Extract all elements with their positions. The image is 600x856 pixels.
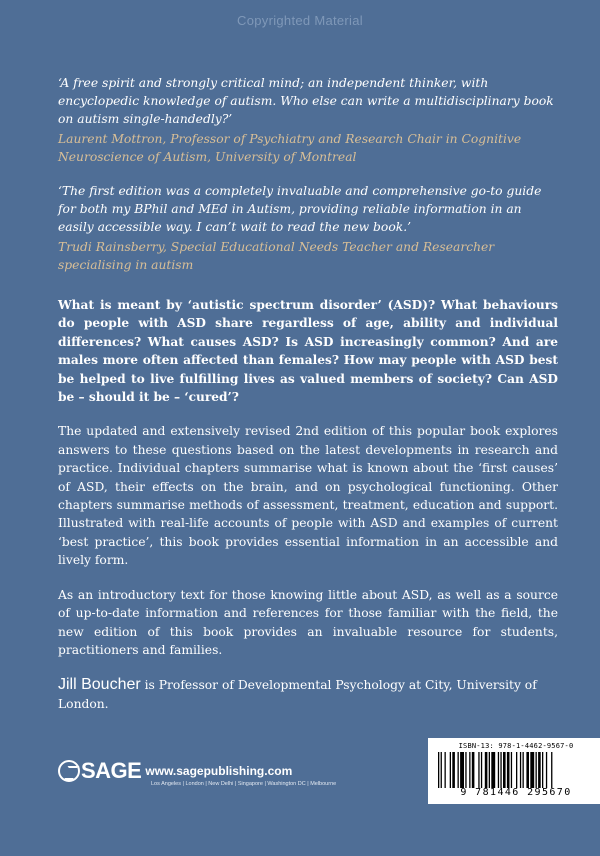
endorsement-attribution: Laurent Mottron, Professor of Psychiatry and Research Chair in Cognitive Neuroscience of Autism, University of Montreal (58, 132, 522, 164)
barcode-icon (436, 752, 596, 788)
author-bio-text: is Professor of Developmental Psychology at City, University of London. (58, 678, 537, 711)
endorsement-attribution: Trudi Rainsberry, Special Educational Needs Teacher and Researcher specialising in autism (58, 240, 495, 272)
blurb-questions: What is meant by ‘autistic spectrum disorder’ (ASD)? What behaviours do people with ASD share regardless of age, ability and individual differences? What causes ASD? Is ASD increasingly common? And are males more often affected than females? How may people with ASD best be helped to live fulfilling lives as valued members of society? Can ASD be – should it be – ‘cured’? (58, 298, 558, 405)
author-bio (58, 676, 558, 713)
publisher-url: www.sagepublishing.com (145, 764, 293, 778)
endorsement-quote: ‘A free spirit and strongly critical mind; an independent thinker, with encyclopedic knowledge of autism. Who else can write a multidisciplinary book on autism single-handedly?’ (58, 76, 554, 126)
publisher-logo (58, 758, 368, 787)
blurb-paragraph: The updated and extensively revised 2nd edition of this popular book explores answers to these questions based on the latest developments in research and practice. Individual chapters summarise what is known about the ‘first causes’ of ASD, their effects on the brain, and on psychological functioning. Other chapters summarise methods of assessment, treatment, education and support. Illustrated with real-life accounts of people with ASD and examples of current ‘best practice’, this book provides essential information in an accessible and lively form. (58, 424, 558, 568)
ean-number: 9 781446 295670 (460, 787, 572, 798)
endorsement-quote: ‘The first edition was a completely invaluable and comprehensive go-to guide for both my BPhil and MEd in Autism, providing reliable information in an easily accessible way. I can’t wait to read the new book.’ (58, 184, 542, 234)
author-name: Jill Boucher (58, 676, 141, 694)
blurb (58, 296, 558, 713)
publisher-logo-text: SAGE (81, 758, 142, 783)
endorsements (58, 74, 558, 274)
isbn-label: ISBN-13: 978-1-4462-9567-0 (458, 742, 574, 750)
sage-logo-icon (58, 760, 80, 782)
back-cover-footer (58, 742, 574, 806)
isbn-barcode (428, 738, 600, 804)
publisher-cities: Los Angeles | London | New Delhi | Singapore | Washington DC | Melbourne (151, 781, 337, 787)
copyright-watermark: Copyrighted Material (237, 13, 363, 28)
blurb-paragraph: As an introductory text for those knowing little about ASD, as well as a source of up-to-date information and references for those familiar with the field, the new edition of this book provides an invaluable resource for students, practitioners and families. (58, 587, 558, 657)
